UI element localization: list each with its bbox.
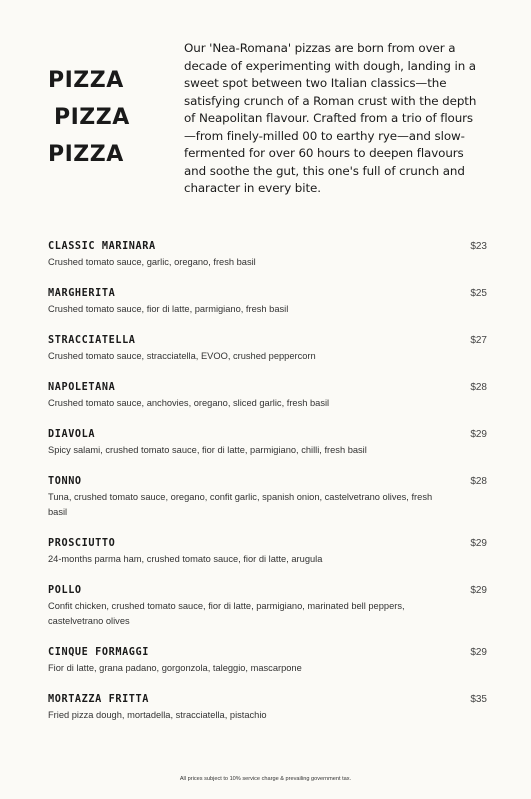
menu-item-price: $28 [470,476,487,487]
menu-item [48,381,488,411]
menu-item-price: $28 [470,382,487,393]
title-line: PIZZA [48,142,124,167]
intro-paragraph: Our 'Nea-Romana' pizzas are born from over a decade of experimenting with dough, landing in a sweet spot between two Italian classics—the satisfying crunch of a Roman crust with the depth of Neapolitan flavour. Crafted from a trio of flours—from finely-milled 00 to earthy rye—and slow-fermented for over 60 hours to deepen flavours and soothe the gut, this one's full of crunch and character in every bite. [184,41,477,195]
menu-item-price: $29 [470,429,487,440]
title-line: PIZZA [54,105,130,130]
menu-item [48,287,488,317]
menu-item [48,428,488,458]
menu-item [48,240,488,270]
menu-item-description: Tuna, crushed tomato sauce, oregano, confit garlic, spanish onion, castelvetrano olives, fresh basil [48,492,433,517]
menu-item-price: $35 [470,694,487,705]
menu-item-name: CLASSIC MARINARA [48,241,156,252]
menu-item [48,693,488,723]
menu-item-price: $29 [470,538,487,549]
menu-item-price: $23 [470,241,487,252]
menu-item [48,584,488,629]
menu-item [48,537,488,567]
menu-item-description: Crushed tomato sauce, anchovies, oregano, sliced garlic, fresh basil [48,398,330,408]
menu-item-description: Crushed tomato sauce, fior di latte, parmigiano, fresh basil [48,304,289,314]
menu-item-name: MARGHERITA [48,288,116,299]
menu-item-description: Fior di latte, grana padano, gorgonzola, taleggio, mascarpone [48,663,302,673]
menu-item [48,475,488,520]
menu-item-price: $25 [470,288,487,299]
menu-item-description: Confit chicken, crushed tomato sauce, fior di latte, parmigiano, marinated bell peppers, castelvetrano olives [48,601,405,626]
menu-item-name: DIAVOLA [48,429,96,440]
menu-item-name: CINQUE FORMAGGI [48,647,150,658]
footer-note: All prices subject to 10% service charge & prevailing government tax. [179,776,352,782]
menu-item-description: Fried pizza dough, mortadella, stracciatella, pistachio [48,710,267,720]
menu-item-name: MORTAZZA FRITTA [48,694,150,705]
menu-item-name: STRACCIATELLA [48,335,136,346]
title-line: PIZZA [48,68,124,93]
menu-item-description: Crushed tomato sauce, garlic, oregano, fresh basil [48,257,256,267]
menu-item-price: $29 [470,647,487,658]
menu-item [48,334,488,364]
menu-item-name: PROSCIUTTO [48,538,116,549]
menu-item-price: $27 [470,335,487,346]
menu-item-description: Spicy salami, crushed tomato sauce, fior di latte, parmigiano, chilli, fresh basil [48,445,367,455]
menu-title [48,62,158,173]
menu-item-name: NAPOLETANA [48,382,116,393]
menu-item-price: $29 [470,585,487,596]
menu-item-description: 24-months parma ham, crushed tomato sauce, fior di latte, arugula [48,554,323,564]
menu-item [48,646,488,676]
pizza-menu-list [48,240,488,740]
menu-item-name: TONNO [48,476,82,487]
menu-item-description: Crushed tomato sauce, stracciatella, EVOO, crushed peppercorn [48,351,316,361]
menu-item-name: POLLO [48,585,82,596]
